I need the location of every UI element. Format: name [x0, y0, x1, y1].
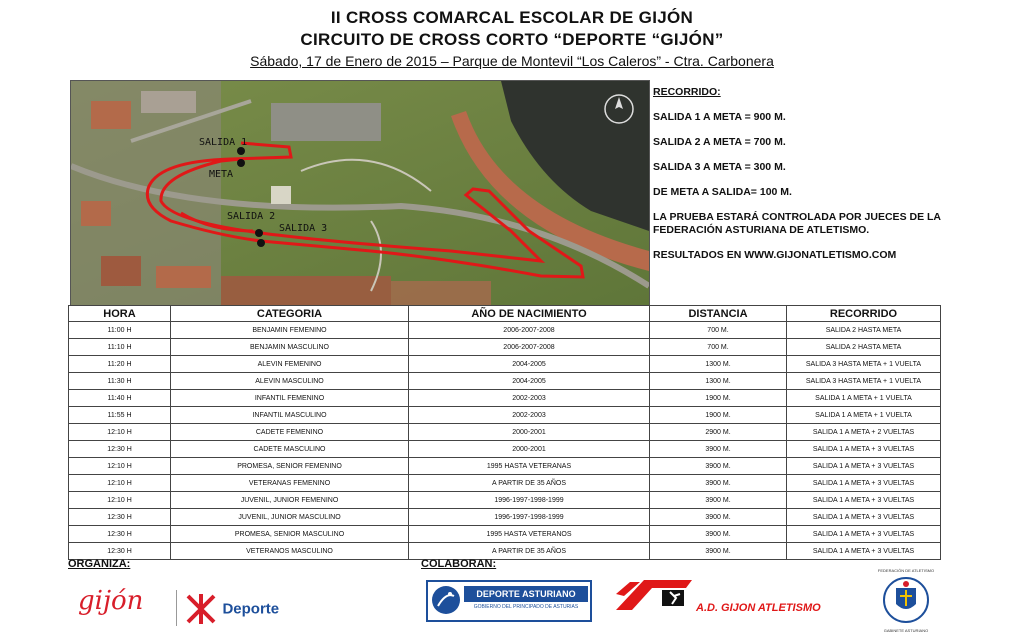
table-row: [69, 356, 941, 373]
cell-ano-nacimiento: 1995 HASTA VETERANOS: [409, 526, 650, 543]
cell-recorrido: SALIDA 1 A META + 3 VUELTAS: [787, 441, 941, 458]
ad-gijon-logo: [614, 574, 864, 622]
route-info: [653, 86, 993, 274]
table-row: [69, 543, 941, 560]
map-label-salida3: SALIDA 3: [279, 223, 328, 234]
cell-hora: 11:00 H: [69, 322, 171, 339]
cell-ano-nacimiento: 1995 HASTA VETERANAS: [409, 458, 650, 475]
seal-bottom-text: GABINETE ASTURIANO: [883, 628, 929, 633]
federation-seal: [876, 568, 936, 634]
cell-distancia: 3900 M.: [650, 475, 787, 492]
ad-gijon-text: A.D. GIJON ATLETISMO: [696, 602, 821, 614]
cell-recorrido: SALIDA 1 A META + 3 VUELTAS: [787, 526, 941, 543]
cell-ano-nacimiento: 2002-2003: [409, 390, 650, 407]
header-hora: HORA: [69, 306, 171, 322]
cell-distancia: 700 M.: [650, 322, 787, 339]
header-ano-nacimiento: AÑO DE NACIMIENTO: [409, 306, 650, 322]
cell-ano-nacimiento: A PARTIR DE 35 AÑOS: [409, 475, 650, 492]
cell-categoria: ALEVIN MASCULINO: [171, 373, 409, 390]
table-row: [69, 492, 941, 509]
cell-recorrido: SALIDA 2 HASTA META: [787, 339, 941, 356]
cell-categoria: JUVENIL, JUNIOR MASCULINO: [171, 509, 409, 526]
header-distancia: DISTANCIA: [650, 306, 787, 322]
cell-ano-nacimiento: 2000-2001: [409, 424, 650, 441]
cell-ano-nacimiento: 1996-1997-1998-1999: [409, 492, 650, 509]
cell-recorrido: SALIDA 1 A META + 3 VUELTAS: [787, 509, 941, 526]
deporte-asturiano-emblem-icon: [432, 586, 460, 614]
cell-distancia: 1900 M.: [650, 390, 787, 407]
table-row: [69, 407, 941, 424]
cell-categoria: ALEVIN FEMENINO: [171, 356, 409, 373]
meta-marker: [237, 159, 245, 167]
deporte-logo: [184, 592, 294, 626]
route-distance-meta-salida: DE META A SALIDA= 100 M.: [653, 186, 792, 198]
cell-ano-nacimiento: A PARTIR DE 35 AÑOS: [409, 543, 650, 560]
cell-recorrido: SALIDA 3 HASTA META + 1 VUELTA: [787, 356, 941, 373]
deporte-asturiano-subtitle: GOBIERNO DEL PRINCIPADO DE ASTURIAS: [473, 604, 579, 610]
cell-hora: 12:10 H: [69, 458, 171, 475]
cell-hora: 12:30 H: [69, 543, 171, 560]
cell-categoria: INFANTIL FEMENINO: [171, 390, 409, 407]
cell-categoria: CADETE FEMENINO: [171, 424, 409, 441]
cell-hora: 12:30 H: [69, 509, 171, 526]
cell-recorrido: SALIDA 1 A META + 2 VUELTAS: [787, 424, 941, 441]
ad-runner-icon: [614, 574, 694, 614]
cell-ano-nacimiento: 2004-2005: [409, 356, 650, 373]
table-row: [69, 458, 941, 475]
cell-hora: 11:55 H: [69, 407, 171, 424]
cell-recorrido: SALIDA 1 A META + 3 VUELTAS: [787, 492, 941, 509]
cell-hora: 11:20 H: [69, 356, 171, 373]
table-row: [69, 322, 941, 339]
table-row: [69, 441, 941, 458]
cell-categoria: PROMESA, SENIOR MASCULINO: [171, 526, 409, 543]
table-row: [69, 339, 941, 356]
cell-distancia: 3900 M.: [650, 526, 787, 543]
course-map-image: [71, 81, 649, 305]
route-info-heading: RECORRIDO:: [653, 86, 721, 98]
cell-distancia: 2900 M.: [650, 424, 787, 441]
control-note: LA PRUEBA ESTARÁ CONTROLADA POR JUECES DE LA FEDERACIÓN ASTURIANA DE ATLETISMO.: [653, 211, 941, 236]
cell-categoria: VETERANOS MASCULINO: [171, 543, 409, 560]
cell-hora: 12:30 H: [69, 526, 171, 543]
date-location-line: Sábado, 17 de Enero de 2015 – Parque de Montevil “Los Caleros” - Ctra. Carbonera: [250, 53, 774, 69]
schedule-table: [68, 305, 941, 560]
cell-categoria: INFANTIL MASCULINO: [171, 407, 409, 424]
salida3-marker: [257, 239, 265, 247]
salida2-marker: [255, 229, 263, 237]
cell-categoria: PROMESA, SENIOR FEMENINO: [171, 458, 409, 475]
deporte-logo-text: Deporte: [222, 600, 280, 618]
cell-ano-nacimiento: 2006-2007-2008: [409, 322, 650, 339]
cell-distancia: 3900 M.: [650, 509, 787, 526]
table-row: [69, 424, 941, 441]
cell-recorrido: SALIDA 2 HASTA META: [787, 322, 941, 339]
table-row: [69, 475, 941, 492]
cell-distancia: 700 M.: [650, 339, 787, 356]
map-label-salida1: SALIDA 1: [199, 137, 248, 148]
seal-crest-icon: [876, 574, 936, 628]
cell-distancia: 3900 M.: [650, 441, 787, 458]
page-subtitle: CIRCUITO DE CROSS CORTO “DEPORTE “GIJÓN”: [300, 30, 724, 49]
cell-distancia: 3900 M.: [650, 543, 787, 560]
cell-hora: 11:40 H: [69, 390, 171, 407]
route-distance-salida3: SALIDA 3 A META = 300 M.: [653, 161, 786, 173]
logo-divider: [176, 590, 177, 626]
cell-categoria: BENJAMIN FEMENINO: [171, 322, 409, 339]
cell-categoria: VETERANAS FEMENINO: [171, 475, 409, 492]
map-label-salida2: SALIDA 2: [227, 211, 276, 222]
gijon-logo-text: gijón: [78, 586, 144, 616]
colaboran-label: COLABORAN:: [421, 558, 497, 570]
results-link: RESULTADOS EN WWW.GIJONATLETISMO.COM: [653, 249, 897, 261]
deporte-star-icon: [184, 592, 218, 626]
cell-hora: 12:10 H: [69, 424, 171, 441]
seal-top-text: FEDERACIÓN DE ATLETISMO: [877, 568, 935, 573]
cell-recorrido: SALIDA 1 A META + 1 VUELTA: [787, 390, 941, 407]
cell-hora: 12:10 H: [69, 492, 171, 509]
cell-recorrido: SALIDA 1 A META + 3 VUELTAS: [787, 458, 941, 475]
cell-distancia: 1300 M.: [650, 356, 787, 373]
cell-distancia: 1300 M.: [650, 373, 787, 390]
table-row: [69, 373, 941, 390]
cell-ano-nacimiento: 2000-2001: [409, 441, 650, 458]
organiza-label: ORGANIZA:: [68, 558, 131, 570]
cell-ano-nacimiento: 2002-2003: [409, 407, 650, 424]
cell-hora: 12:10 H: [69, 475, 171, 492]
table-row: [69, 390, 941, 407]
cell-hora: 11:30 H: [69, 373, 171, 390]
cell-ano-nacimiento: 2006-2007-2008: [409, 339, 650, 356]
cell-hora: 12:30 H: [69, 441, 171, 458]
cell-recorrido: SALIDA 3 HASTA META + 1 VUELTA: [787, 373, 941, 390]
cell-categoria: CADETE MASCULINO: [171, 441, 409, 458]
cell-distancia: 3900 M.: [650, 458, 787, 475]
cell-ano-nacimiento: 2004-2005: [409, 373, 650, 390]
cell-distancia: 1900 M.: [650, 407, 787, 424]
header-categoria: CATEGORIA: [171, 306, 409, 322]
table-row: [69, 526, 941, 543]
cell-recorrido: SALIDA 1 A META + 3 VUELTAS: [787, 543, 941, 560]
gijon-logo: [78, 586, 173, 626]
cell-hora: 11:10 H: [69, 339, 171, 356]
cell-recorrido: SALIDA 1 A META + 3 VUELTAS: [787, 475, 941, 492]
route-distance-salida2: SALIDA 2 A META = 700 M.: [653, 136, 786, 148]
salida1-marker: [237, 147, 245, 155]
route-distance-salida1: SALIDA 1 A META = 900 M.: [653, 111, 786, 123]
deporte-asturiano-title: DEPORTE ASTURIANO: [464, 586, 588, 602]
cell-categoria: BENJAMIN MASCULINO: [171, 339, 409, 356]
cell-categoria: JUVENIL, JUNIOR FEMENINO: [171, 492, 409, 509]
header-recorrido: RECORRIDO: [787, 306, 941, 322]
table-header-row: [69, 306, 941, 322]
cell-distancia: 3900 M.: [650, 492, 787, 509]
cell-ano-nacimiento: 1996-1997-1998-1999: [409, 509, 650, 526]
page-title: II CROSS COMARCAL ESCOLAR DE GIJÓN: [330, 8, 694, 27]
map-label-meta: META: [209, 169, 234, 180]
course-map: [70, 80, 650, 306]
cell-recorrido: SALIDA 1 A META + 1 VUELTA: [787, 407, 941, 424]
deporte-asturiano-logo: [426, 580, 592, 622]
table-row: [69, 509, 941, 526]
